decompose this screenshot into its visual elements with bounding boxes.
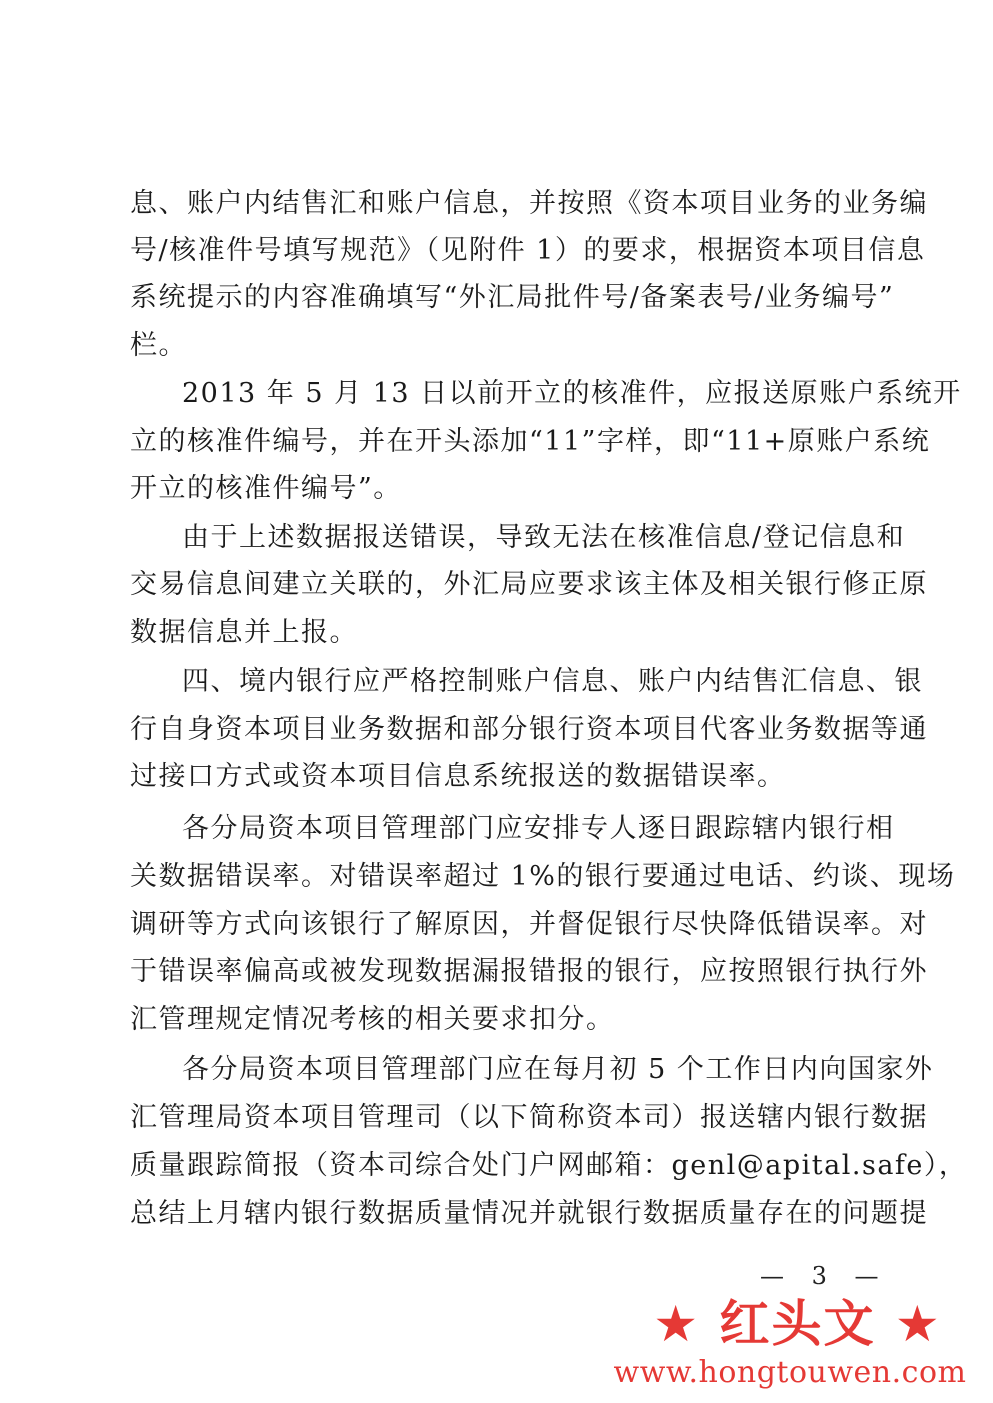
body-text-line: 各分局资本项目管理部门应安排专人逐日跟踪辖内银行相 <box>182 813 895 844</box>
body-text-line: 调研等方式向该银行了解原因，并督促银行尽快降低错误率。对 <box>130 909 928 940</box>
body-text-line: 汇管理规定情况考核的相关要求扣分。 <box>130 1004 615 1035</box>
watermark-url: www.hongtouwen.com <box>613 1355 967 1390</box>
body-text-line: 过接口方式或资本项目信息系统报送的数据错误率。 <box>130 761 786 792</box>
body-text-line: 各分局资本项目管理部门应在每月初 5 个工作日内向国家外 <box>182 1054 934 1085</box>
body-text-line: 行自身资本项目业务数据和部分银行资本项目代客业务数据等通 <box>130 714 928 745</box>
body-text-line: 交易信息间建立关联的，外汇局应要求该主体及相关银行修正原 <box>130 569 928 600</box>
body-text-line: 2013 年 5 月 13 日以前开立的核准件，应报送原账户系统开 <box>182 378 962 409</box>
body-text-line: 关数据错误率。对错误率超过 1%的银行要通过电话、约谈、现场 <box>130 861 956 892</box>
body-text-line: 质量跟踪简报（资本司综合处门户网邮箱：genl@apital.safe）， <box>130 1150 968 1181</box>
body-text-line: 系统提示的内容准确填写“外汇局批件号/备案表号/业务编号” <box>130 282 895 313</box>
body-text-line: 号/核准件号填写规范》（见附件 1）的要求，根据资本项目信息 <box>130 235 926 266</box>
body-text-line: 立的核准件编号，并在开头添加“11”字样，即“11+原账户系统 <box>130 426 931 457</box>
body-text-line: 汇管理局资本项目管理司（以下简称资本司）报送辖内银行数据 <box>130 1102 928 1133</box>
body-text-line: 数据信息并上报。 <box>130 617 358 648</box>
body-text-line: 开立的核准件编号”。 <box>130 473 402 504</box>
body-text-line: 总结上月辖内银行数据质量情况并就银行数据质量存在的问题提 <box>130 1198 928 1229</box>
body-text-line: 四、境内银行应严格控制账户信息、账户内结售汇信息、银 <box>182 666 923 697</box>
watermark-title: ★ 红头文 ★ <box>653 1295 942 1353</box>
body-text-line: 息、账户内结售汇和账户信息，并按照《资本项目业务的业务编 <box>130 188 928 219</box>
body-text-line: 于错误率偏高或被发现数据漏报错报的银行，应按照银行执行外 <box>130 956 928 987</box>
body-text-line: 由于上述数据报送错误，导致无法在核准信息/登记信息和 <box>182 522 906 553</box>
body-text-line: 栏。 <box>130 330 187 361</box>
page-number: — 3 — <box>760 1262 889 1290</box>
